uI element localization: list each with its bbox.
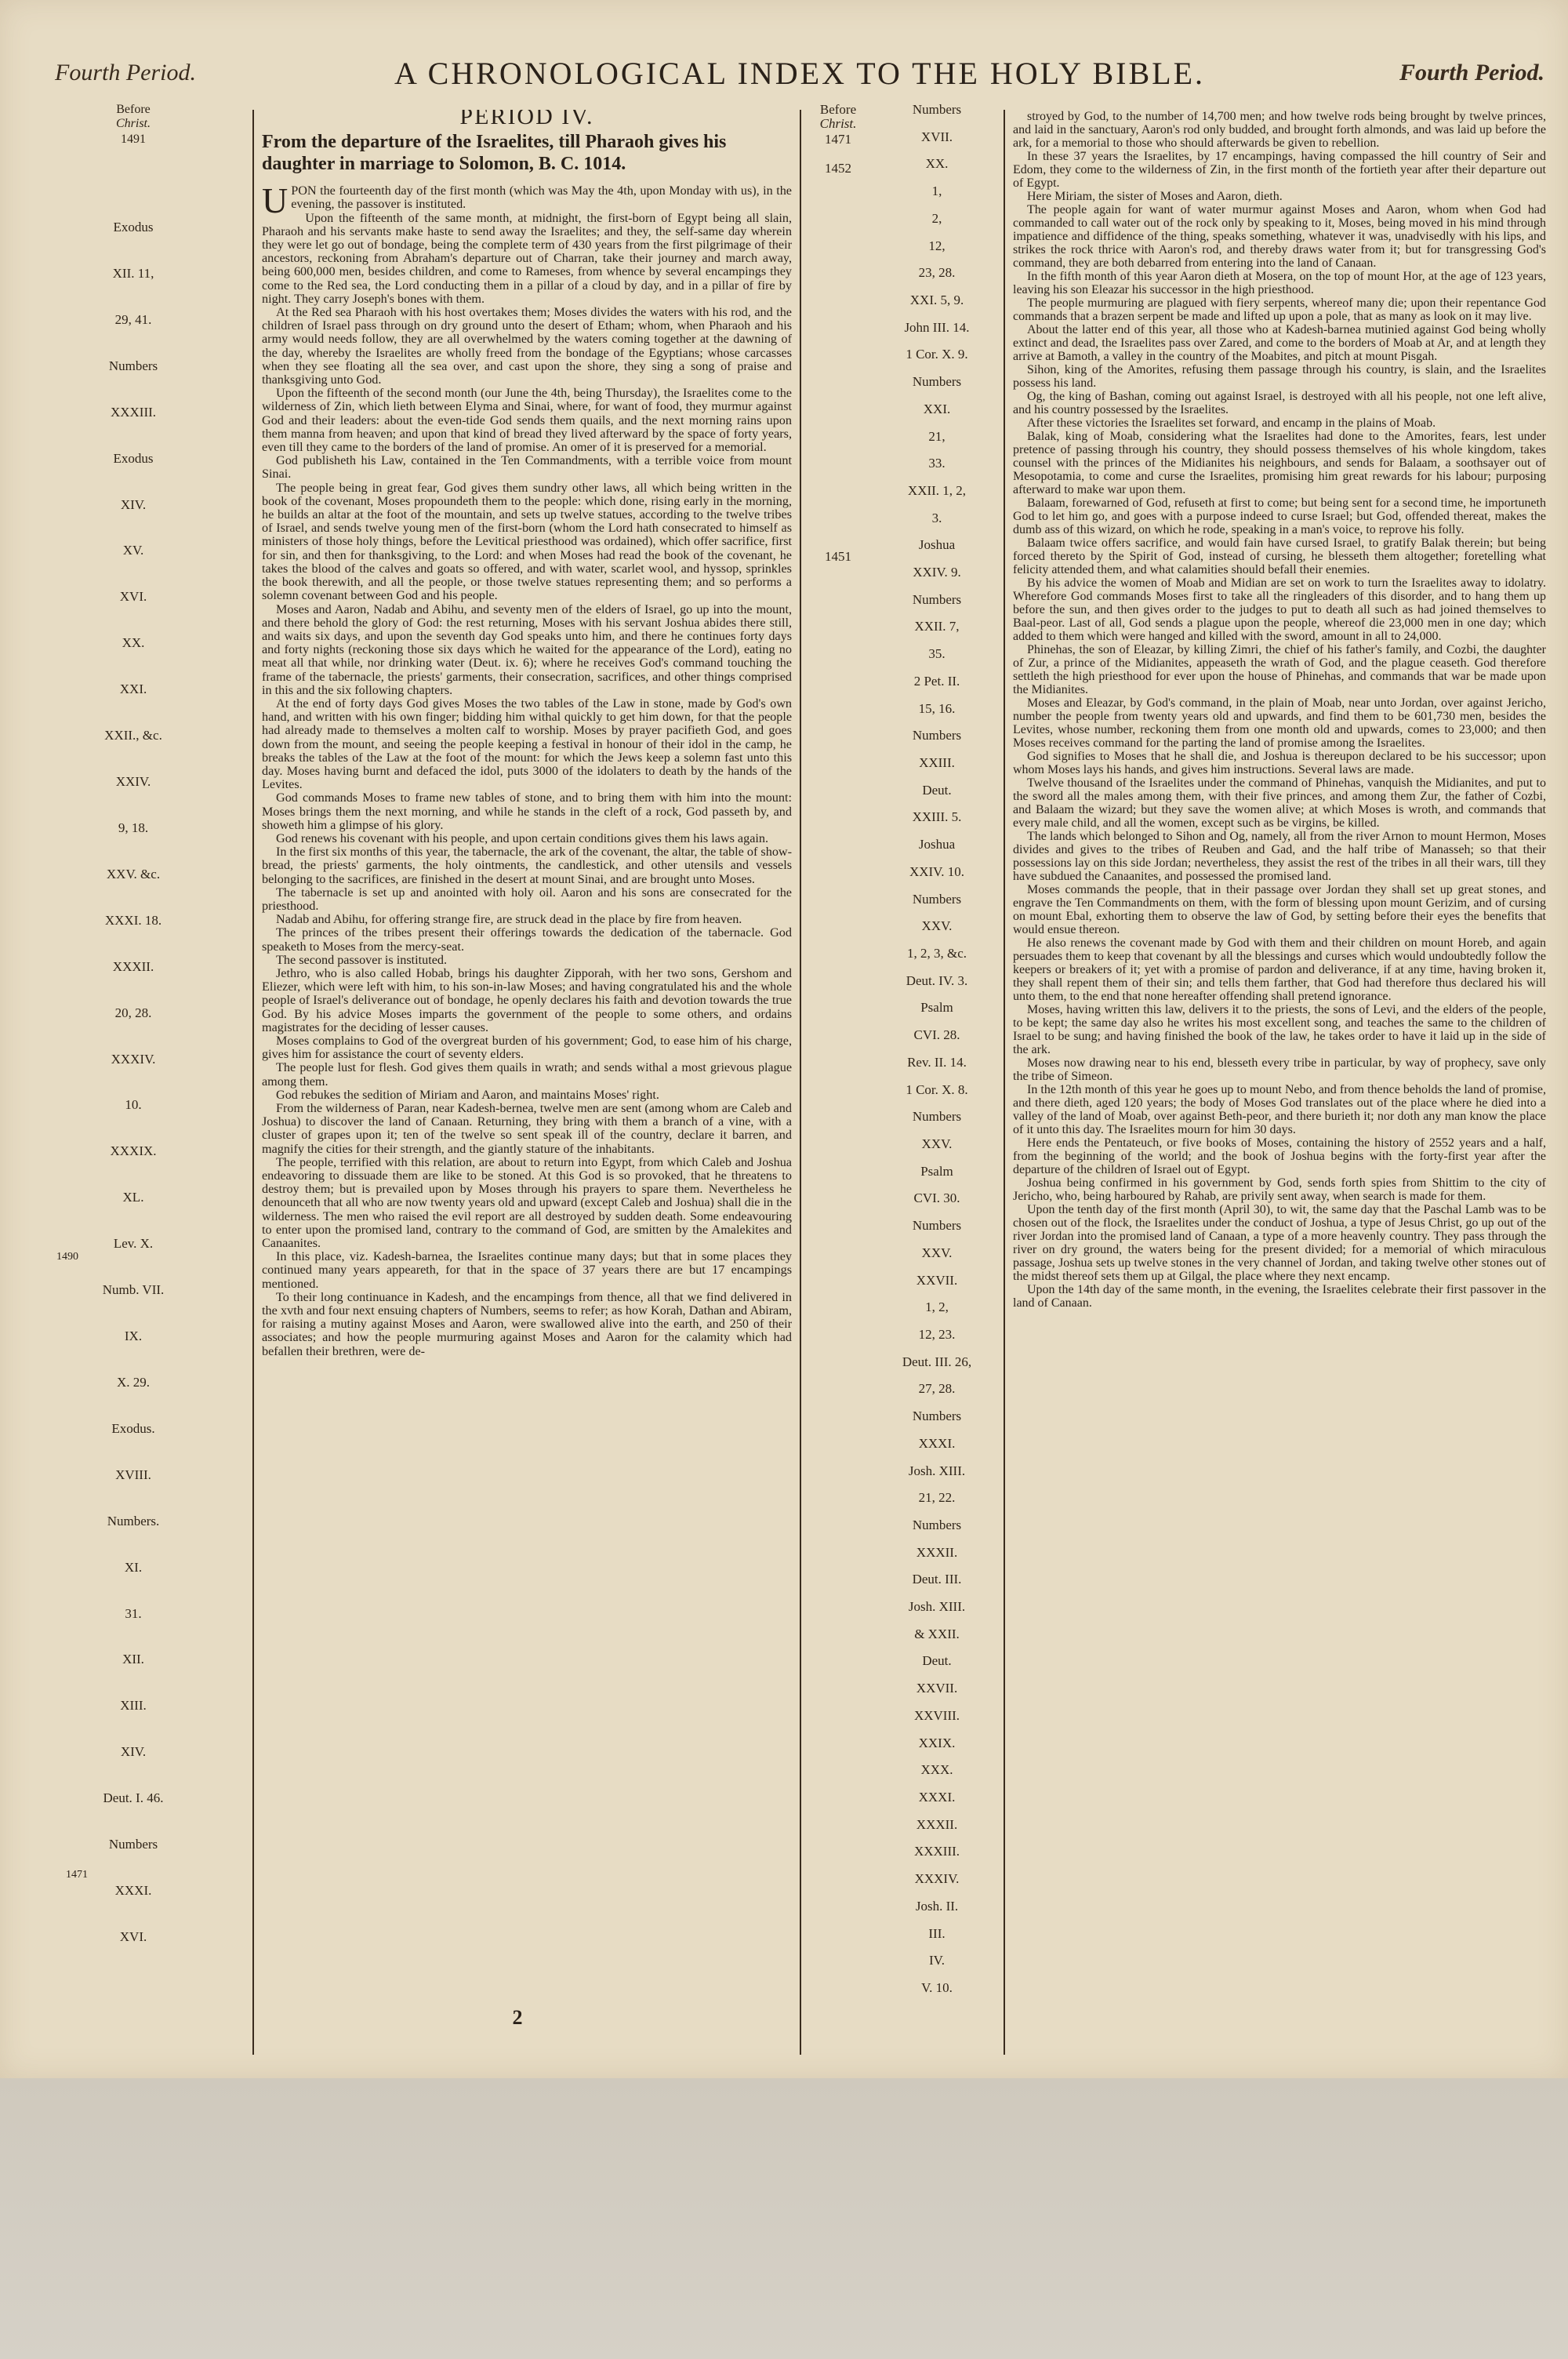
paragraph-text: PON the fourteenth day of the first month (which was May the 4th, upon Monday with us), in the evening, the passover is instituted. [291,184,792,212]
paragraph: After these victories the Israelites set forward, and encamp in the plains of Moab. [1027,416,1436,430]
margin-ref: Numbers [912,891,962,907]
margin-ref: XIII. [120,1698,147,1714]
margin-ref: Numbers [108,1837,158,1852]
margin-ref: XII. 11, [112,265,154,281]
margin-ref: XVI. [119,1929,147,1944]
margin-year: 1451 [825,549,851,564]
center-margin-refs [873,102,1000,2063]
margin-ref: 12, [928,238,946,253]
paragraph: At the end of forty days God gives Moses the two tables of the Law in stone, made by God's own hand, and written with his own finger; bidding him withal quickly to get him down, for that the people had already made to themselves a molten calf to worship. Moses by prayer pacifieth God, and goes down from the mount, and seeing the people keeping a festival in honour of their idol in the camp, he breaks the tables of the Law at the foot of the mount: for which the Jews keep a solemn fast unto this day. Moses having burnt and defaced the idol, puts 3000 of the idolaters to death by the hands of the Levites. [262,696,792,792]
margin-ref: XII. [122,1652,144,1667]
margin-ref: XXXII. [916,1816,958,1832]
margin-ref: XVIII. [115,1467,151,1482]
margin-ref: XXI. [923,401,951,416]
page-header [55,55,1544,102]
margin-ref: Deut. [922,1653,952,1669]
margin-ref: 10. [125,1097,142,1113]
paragraph: The lands which belonged to Sihon and Og, namely, all from the river Arnon to mount Hermon, Moses divides and gives to the tribes of Reuben and Gad, and the half tribe of Manasseh; so that their possessions lay on this side Jordan; nevertheless, they assist the rest of the tribes in all their wars, till they have subdued the Canaanites, and possessed the promised land. [1013,830,1546,883]
margin-ref: XXV. [921,918,953,934]
margin-ref: XXXIV. [914,1871,960,1887]
margin-ref: XXII. 1, 2, [907,482,967,498]
margin-ref: Deut. I. 46. [103,1790,164,1806]
paragraph: stroyed by God, to the number of 14,700 men; and how twelve rods being brought by twelve princes, and laid in the sanctuary, Aaron's rod only budded, and brought forth almonds, and was laid up before the ark, for a memorial to those who should afterwards be given to rebellion. [1013,110,1546,150]
margin-ref: 20, 28. [114,1005,152,1020]
margin-ref: XXIII. 5. [912,809,962,825]
paragraph: From the wilderness of Paran, near Kadesh-bernea, twelve men are sent (among whom are Caleb and Joshua) to discover the land of Canaan. Returning, they bring with them a branch of a vine, with a cluster of grapes upon it; ten of the twelve so sent speak ill of the country, declare it barren, and magnify the cities for their strength, and the giantly stature of the inhabitants. [262,1101,792,1156]
paragraph: In the first six months of this year, the tabernacle, the ark of the covenant, the altar, the table of show-bread, the priests' garments, the holy ointments, the candlestick, and other utensils and vessels belonging to the sacrifices, are finished in the desert at mount Sinai, and are brought unto Moses. [262,845,792,886]
paragraph: By his advice the women of Moab and Midian are set on work to turn the Israelites away to idolatry. Wherefore God commands Moses first to take all the ringleaders of this disorder, and to hang them up before the sun, and then gives order to the judges to put to death all such as had joined themselves to Baal-peor. Last of all, God sends a plague upon the people, whereof die 23,000 men in one day; which added to them which were hanged and killed with the sword, amount in all to 24,000. [1013,576,1546,643]
center-margin-years [803,102,873,2063]
paragraph: The people murmuring are plagued with fiery serpents, whereof many die; upon their repentance God commands that a brazen serpent be made and lifted up upon a pole, that as many as look on it may live. [1013,296,1546,323]
margin-ref: 23, 28. [918,265,956,281]
margin-ref: Numbers [912,728,962,743]
paragraph: Joshua being confirmed in his government by God, sends forth spies from Shittim to the city of Jericho, who, being harboured by Rahab, are privily sent away, when search is made for them. [1013,1176,1546,1203]
margin-ref: XXXI. 18. [104,912,162,928]
paragraph: Nadab and Abihu, for offering strange fire, are struck dead in the place by fire from heaven. [276,912,742,927]
margin-ref: XXIX. [918,1735,956,1750]
margin-ref: & XXII. [914,1626,960,1641]
paragraph: The princes of the tribes present their offerings towards the dedication of the tabernacle. God speaketh to Moses from the mercy-seat. [262,925,792,954]
margin-ref: Numbers [912,374,962,390]
margin-ref: John III. 14. [904,319,970,335]
rule-center-right [1004,110,1005,2055]
paragraph: Moses and Eleazar, by God's command, in the plain of Moab, near unto Jordan, over against Jericho, number the people from twenty years old and upwards, and find them to be 601,730 men, besides the Levites, whose number, reckoning them from one month old and upwards, comes to 23,000; and then Moses receives command for the parting the land of promise among the Israelites. [1013,696,1546,750]
margin-year: 1491 [121,133,146,146]
margin-ref: 21, 22. [918,1490,956,1506]
margin-year: Before [819,102,857,117]
edge-year-1471: 1471 [66,1869,88,1881]
paragraph: Moses, having written this law, delivers it to the priests, the sons of Levi, and the elders of the people, to be kept; the same day also he writes his most excellent song, and teaches the same to the children of Israel to be sung; and having finished the book of the law, he takes order to have it laid up in the side of the ark. [1013,1003,1546,1056]
margin-ref: V. 10. [921,1980,953,1995]
margin-ref: XXIII. [919,755,955,771]
margin-ref: CVI. 30. [913,1190,960,1206]
margin-ref: Numbers [108,358,158,373]
margin-ref: XVII. [920,129,953,144]
margin-ref: XX. [925,156,949,172]
margin-ref: IV. [929,1953,945,1968]
paragraph: Balaam twice offers sacrifice, and would fain have cursed Israel, to gratify Balak therein; but being forced thereto by the Spirit of God, instead of cursing, he blesseth them altogether; foretelling what felicity attended them, and what calamities should befall their enemies. [1013,536,1546,576]
margin-ref: X. 29. [116,1374,151,1390]
margin-ref: Josh. XIII. [908,1463,966,1478]
column-2 [1013,110,1546,2008]
margin-ref: XXX. [920,1762,953,1778]
paragraph: Balak, king of Moab, considering what the Israelites had done to the Amorites, fears, lest under pretence of passing through his country, they should possess themselves of his whole kingdom, takes counsel with the princes of the Midianites his neighbours, and sends for Balaam, a soothsayer out of Mesopotamia, to come and curse the Israelites, promising him great rewards for his labour; purposing afterward to make war upon them. [1013,430,1546,496]
paragraph: To their long continuance in Kadesh, and the encampings from thence, all that we find delivered in the xvth and four next ensuing chapters of Numbers, seems to refer; as how Korah, Dathan and Abiram, for raising a mutiny against Moses and Aaron, were swallowed alive into the earth, and 250 of their associates; and how the people murmuring against Moses and Aaron for the calamity which had befallen their brethren, were de- [262,1289,792,1358]
margin-ref: Numbers [912,1218,962,1234]
header-title: A CHRONOLOGICAL INDEX TO THE HOLY BIBLE. [394,56,1206,91]
margin-ref: Numbers [912,1408,962,1424]
paragraph: God renews his covenant with his people, and upon certain conditions gives them his laws again. [276,831,769,845]
margin-ref: 1, 2, [925,1299,949,1315]
drop-cap: U [262,180,289,221]
margin-ref: 27, 28. [918,1381,956,1397]
paragraph: Upon the 14th day of the same month, in the evening, the Israelites celebrate their first passover in the land of Canaan. [1013,1283,1546,1310]
margin-christ: Christ. [115,117,151,130]
paragraph: The people being in great fear, God gives them sundry other laws, all which being written in the book of the covenant, Moses propoundeth them to the people: which done, rising early in the morning, he builds an altar at the foot of the mountain, and sets up twelve statues, according to the twelve tribes of Israel, and sends twelve young men of the first-born (whom the Lord hath consecrated to himself as ministers of those holy things, before the Levitical priesthood was ordained), which offer sacrifice, first for sin, and then for thanksgiving, to the Lord: and when Moses had read the book of the covenant, he takes the blood of the calves and goats so offered, and with water, scarlet wool, and hyssop, sprinkles the book therewith, and all the people, or those twelve statues representing them; and so performs a solemn covenant between God and his people. [262,480,792,603]
period-title: PERIOD IV. [459,110,594,129]
margin-ref: 15, 16. [918,700,956,716]
paragraph: Upon the tenth day of the first month (April 30), to wit, the same day that the Paschal Lamb was to be chosen out of the flock, the Israelites under the conduct of Joshua, a type of Jesus Christ, go up out of the river Jordan into the promised land of Canaan, a type of a more heavenly country. They pass through the river on dry ground, the waters being for the present divided; for a memorial of which miraculous passage, Joshua sets up twelve stones in the very channel of Jordan, and taking twelve other stones out of the midst thereof sets them up at Gilgal, the place where they next encamp. [1013,1203,1546,1283]
margin-ref: 2, [931,210,942,226]
margin-ref: Numbers [912,102,962,117]
margin-ref: 1, 2, 3, &c. [906,946,967,961]
margin-ref: Numbers. [107,1513,160,1528]
paragraph: Moses commands the people, that in their passage over Jordan they shall set up great stones, and engrave the Ten Commandments on them, with the form of blessing upon mount Gerizim, and of cursing on mount Ebal, exhorting them to observe the law of God, by setting before their eyes the benefits that would ensue thereon. [1013,883,1546,936]
margin-ref: 2 Pet. II. [913,673,960,689]
margin-ref: XXV. &c. [106,866,161,881]
scan-background [0,2078,1568,2359]
paragraph: Phinehas, the son of Eleazar, by killing Zimri, the chief of his father's family, and Cozbi, the daughter of Zur, a prince of the Midianites, appeaseth the wrath of God, and the plague ceaseth. God therefore settleth the high priesthood for ever upon the house of Phinehas, and commands that war be made upon the Midianites. [1013,643,1546,696]
margin-ref: Exodus [113,450,154,466]
margin-ref: XXVII. [916,1272,958,1288]
margin-ref: XXXIX. [110,1143,157,1159]
column-1-body [262,180,792,1358]
margin-ref: 9, 18. [118,820,149,835]
paragraph [262,180,792,221]
margin-ref: Lev. X. [113,1236,154,1252]
margin-ref: 3. [931,510,942,525]
margin-ref: Numbers [912,1517,962,1532]
margin-ref: XX. [122,635,145,651]
paragraph: Moses and Aaron, Nadab and Abihu, and seventy men of the elders of Israel, go up into the mount, and there behold the glory of God: the rest returning, Moses with his servant Joshua abides there still, and waits six days, and upon the seventh day God speaks unto him, and there he continues forty days and forty nights (reckoning those six days which he waited for the appearance of the Lord), eating no meat all that while, nor drinking water (Deut. ix. 6); where he receives God's command touching the frame of the tabernacle, the priests' garments, their consecration, sacrifices, and other things comprised in this and the six following chapters. [262,602,792,697]
paragraph: Og, the king of Bashan, coming out against Israel, is destroyed with all his people, not one left alive, and his country possessed by the Israelites. [1013,390,1546,416]
edge-year-1490: 1490 [56,1251,78,1263]
margin-ref: XV. [122,543,144,558]
margin-ref: XXXIV. [111,1051,156,1067]
margin-ref: XI. [124,1559,143,1575]
paragraph: About the latter end of this year, all those who at Kadesh-barnea mutinied against God being wholly extinct and dead, the Israelites pass over Zared, and come to the borders of Moab at Ar, and at length they arrive at Bamoth, a valley in the country of the Moabites, and pitch at mount Pisgah. [1013,323,1546,363]
margin-ref: Joshua [918,537,956,553]
margin-ref: Rev. II. 14. [907,1054,967,1070]
header-period-right: Fourth Period. [1399,60,1544,85]
margin-ref: XXIV. 10. [909,863,965,879]
margin-ref: XXIV. [115,774,151,790]
margin-ref: Numb. VII. [102,1282,165,1298]
paragraph: At the Red sea Pharaoh with his host overtakes them; Moses divides the waters with his rod, and the children of Israel pass through on dry ground unto the desert of Etham; whom, when Pharaoh and his army would needs follow, they are all overwhelmed by the waters coming together at the dawning of the day, whereby the Israelites are wholly freed from the bondage of the Egyptians; whose carcasses when they see floating all the sea over, and cast upon the shore, they sing a song of praise and thanksgiving unto God. [262,305,792,387]
margin-ref: XIV. [120,496,147,512]
margin-ref: XXV. [921,1245,953,1260]
margin-ref: XXXI. [114,1883,152,1899]
page-number: 2 [512,2006,523,2029]
margin-ref: XXXII. [112,958,154,974]
margin-ref: XXXIII. [110,404,157,420]
paragraph: Sihon, king of the Amorites, refusing them passage through his country, is slain, and the Israelites possess his land. [1013,363,1546,390]
margin-ref: Psalm [920,1000,953,1016]
margin-ref: XXI. 5, 9. [909,292,964,307]
rule-center-left [800,110,801,2055]
margin-ref: Deut. [922,782,952,798]
column-2-body [1013,110,1546,1310]
margin-ref: Numbers [912,591,962,607]
header-period-left: Fourth Period. [55,60,196,85]
margin-ref: Numbers [912,1109,962,1125]
margin-ref: XXXII. [916,1544,958,1560]
paragraph: The second passover is instituted. [276,952,448,967]
paragraph: Here ends the Pentateuch, or five books of Moses, containing the history of 2552 years and a half, from the beginning of the world; and the book of Joshua begins with the forty-first year after the departure of the children of Israel out of Egypt. [1013,1136,1546,1176]
paragraph: God publisheth his Law, contained in the Ten Commandments, with a terrible voice from mount Sinai. [262,453,792,482]
margin-ref: Joshua [918,837,956,852]
margin-ref: Josh. II. [915,1898,959,1914]
left-margin [55,102,212,2063]
margin-ref: XXII., &c. [104,728,162,743]
paragraph: In these 37 years the Israelites, by 17 encampings, having compassed the hill country of Seir and Edom, they come to the wilderness of Zin, in the first month of the fortieth year after their departure out of Egypt. [1013,150,1546,190]
paragraph: Balaam, forewarned of God, refuseth at first to come; but being sent for a second time, he importuneth God to let him go, and goes with a purpose indeed to curse Israel; but God, offended thereat, makes the dumb ass of this wizard, on which he rode, speaking in a man's voice, to reprove his folly. [1013,496,1546,536]
column-1 [262,110,792,1992]
margin-year: 1452 [825,161,851,176]
margin-before: Before [116,103,151,116]
margin-ref: CVI. 28. [913,1027,960,1043]
paragraph: The people, terrified with this relation, are about to return into Egypt, from which Caleb and Joshua endeavoring to dissuade them are like to be stoned. At this God is so provoked, that he threatens to destroy them; but is prevailed upon by Moses through his prayers to spare them. Nevertheless he denounceth that all who are now twenty years old and upward (except Caleb and Joshua) shall die in the wilderness. The men who raised the evil report are all destroyed by sudden death. Some endeavouring to enter upon the promised land, contrary to the command of God, are smitten by the Amalekites and Canaanites. [262,1154,792,1251]
period-subtitle: From the departure of the Israelites, till Pharaoh gives his daughter in marriage to Solomon, B. C. 1014. [262,132,727,175]
margin-ref: Exodus. [111,1420,155,1436]
margin-ref: XVI. [119,589,147,605]
margin-ref: 1, [931,184,942,199]
margin-ref: 12, 23. [918,1326,956,1342]
margin-ref: XXVII. [916,1681,958,1696]
margin-ref: 1 Cor. X. 9. [906,347,968,362]
paragraph: Moses now drawing near to his end, blesseth every tribe in particular, by way of prophecy, save only the tribe of Simeon. [1013,1056,1546,1083]
margin-ref: XXIV. 9. [913,565,961,580]
margin-ref: 1 Cor. X. 8. [906,1081,968,1097]
margin-ref: Deut. III. [912,1572,962,1587]
margin-year: 1471 [825,132,851,147]
margin-ref: Exodus [113,220,154,234]
paragraph: Here Miriam, the sister of Moses and Aaron, dieth. [1027,190,1283,203]
paragraph: The people again for want of water murmur against Moses and Aaron, whom when God had commanded to call water out of the rock only by speaking to it, Moses, being moved in his mind through impatience and diffidence of the thing, speaks something, whatever it was, unadvisedly with his lips, and strikes the rock thrice with Aaron's rod, and thereby draws water from it; but for transgressing God's command, they are both debarred from entering into the land of Canaan. [1013,203,1546,270]
margin-ref: 21, [928,428,946,444]
rule-left-margin [252,110,254,2055]
paragraph: He also renews the covenant made by God with them and their children on mount Horeb, and again persuades them to keep that covenant by all the blessings and curses which would undoubtedly follow the keepers or breakers of it; yet with a promise of pardon and deliverance, if at any time, having broken it, they shall repent them of their sin; and tells them farther, that God had therefore thus declared his will unto them, to the end that none hereafter offending shall pretend ignorance. [1013,936,1546,1003]
margin-ref: Psalm [920,1163,953,1179]
margin-ref: XXI. [119,682,147,697]
margin-ref: XXXI. [918,1790,956,1805]
margin-ref: XXVIII. [913,1707,960,1723]
paragraph: Upon the fifteenth of the same month, at midnight, the first-born of Egypt being all slain, Pharaoh and his servants make haste to send away the Israelites; and they, the self-same day wherein they were let go out of bondage, being the complete term of 430 years from the first pilgrimage of their ancestors, reckoning from Abraham's departure out of Charran, take their journey and march away, being 600,000 men, besides children, and come to Rameses, from whence by several encampings they come to the Red sea, the Lord conducting them in a pillar of a cloud by day, and in a pillar of fire by night. They carry Joseph's bones with them. [262,210,792,306]
margin-ref: XXV. [921,1136,953,1151]
margin-ref: III. [928,1925,946,1941]
margin-ref: XXXI. [918,1435,956,1451]
paragraph: In the 12th month of this year he goes up to mount Nebo, and from thence beholds the land of promise, and there dieth, aged 120 years; the body of Moses God translates out of the place where he died into a valley of the land of Moab, over against Beth-peor, and there burieth it; nor doth any man know the place of it unto this day. The Israelites mourn for him 30 days. [1013,1083,1546,1136]
paragraph: The tabernacle is set up and anointed with holy oil. Aaron and his sons are consecrated for the priesthood. [262,885,792,913]
margin-ref: 33. [928,456,946,471]
paragraph: Upon the fifteenth of the second month (our June the 4th, being Thursday), the Israelites come to the wilderness of Zin, which lieth between Elyma and Sinai, where, for want of food, they murmur against God and their leaders: about the even-tide God sends them quails, and the next morning rains upon them manna from heaven; and upon that kind of bread they lived afterward by the space of forty years, even till they came to the borders of the land of promise. An omer of it is preserved for a memorial. [262,386,792,455]
paragraph: God commands Moses to frame new tables of stone, and to bring them with him into the mount: Moses brings them the next morning, and while he stands in the cleft of a rock, God passeth by, and showeth him a glimpse of his glory. [262,791,792,832]
paragraph: Jethro, who is also called Hobab, brings his daughter Zipporah, with her two sons, Gershom and Eliezer, which were left with him, to his son-in-law Moses; and having congratulated his and the whole people of Israel's deliverance out of bondage, he openly declares his faith and devotion towards the true God. By his advice Moses imparts the government of the people to some others, and ordains magistrates for the deciding of lesser causes. [262,965,792,1034]
margin-ref: 29, 41. [114,311,152,327]
margin-ref: Deut. III. 26, [902,1354,972,1369]
paragraph: In this place, viz. Kadesh-barnea, the Israelites continue many days; but that in some places they continued many years appeareth, for that in the space of 37 years there are but 17 encampings mentioned. [262,1249,792,1291]
margin-ref: 31. [125,1605,142,1621]
margin-year: Christ. [819,116,857,131]
paragraph: God rebukes the sedition of Miriam and Aaron, and maintains Moses' right. [276,1087,659,1102]
margin-ref: XL. [122,1190,144,1205]
margin-ref: IX. [124,1329,143,1344]
margin-ref: Josh. XIII. [908,1599,966,1615]
paragraph: Moses complains to God of the overgreat burden of his government; God, to ease him of his charge, gives him for assistance the court of seventy elders. [262,1034,792,1062]
margin-ref: Deut. IV. 3. [906,972,968,988]
paragraph: The people lust for flesh. God gives them quails in wrath; and sends withal a most grievous plague among them. [262,1060,792,1089]
margin-ref: XIV. [120,1744,147,1760]
margin-ref: XXXIII. [913,1844,960,1859]
margin-ref: 35. [928,646,946,662]
margin-ref: XXII. 7, [914,619,960,634]
paragraph: In the fifth month of this year Aaron dieth at Mosera, on the top of mount Hor, at the age of 123 years, leaving his son Eleazar his successor in the high priesthood. [1013,270,1546,296]
paragraph: God signifies to Moses that he shall die, and Joshua is thereupon declared to be his successor; upon whom Moses lays his hands, and gives him instructions. Several laws are made. [1013,750,1546,776]
paragraph: Twelve thousand of the Israelites under the command of Phinehas, vanquish the Midianites, and put to the sword all the males among them, with their five princes, and among them Zur, the father of Cozbi, and Balaam the wizard; but they save the women alive; at which Moses is wroth, and commands that every male child, and all the women, except such as be virgins, be killed. [1013,776,1546,830]
